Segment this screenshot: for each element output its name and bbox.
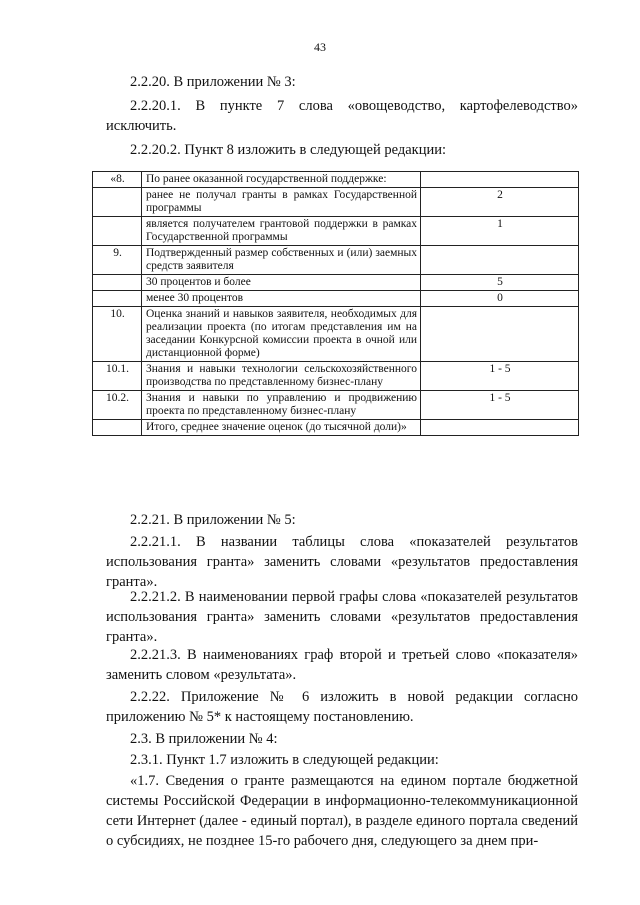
criterion-cell: Знания и навыки по управлению и продвижению проекта по представленному бизнес-плану <box>142 391 421 420</box>
criteria-table <box>92 171 579 436</box>
row-number-cell: 10.1. <box>93 362 142 391</box>
paragraph-2-2-20-2: 2.2.20.2. Пункт 8 изложить в следующей редакции: <box>130 142 447 158</box>
row-number-cell: 10.2. <box>93 391 142 420</box>
table-row <box>93 275 579 291</box>
score-cell: 2 <box>421 188 579 217</box>
criterion-cell: Знания и навыки технологии сельскохозяйственного производства по представленному бизнес-плану <box>142 362 421 391</box>
criterion-cell: Оценка знаний и навыков заявителя, необходимых для реализации проекта (по итогам представления им на заседании Конкурсной комиссии проекта в очной или дистанционной форме) <box>142 307 421 362</box>
table-row <box>93 188 579 217</box>
criterion-cell: Подтвержденный размер собственных и (или) заемных средств заявителя <box>142 246 421 275</box>
paragraph-2-2-22: 2.2.22. Приложение № 6 изложить в новой редакции согласно приложению № 5* к настоящему постановлению. <box>106 689 578 725</box>
score-cell: 0 <box>421 291 579 307</box>
paragraph-2-2-21-2: 2.2.21.2. В наименовании первой графы слова «показателей результатов использования гранта» заменить словами «результатов предоставления гранта». <box>106 589 578 645</box>
page-number: 43 <box>314 40 326 54</box>
score-cell: 1 - 5 <box>421 391 579 420</box>
criterion-cell: менее 30 процентов <box>142 291 421 307</box>
paragraph-2-2-20-1: 2.2.20.1. В пункте 7 слова «овощеводство, картофелеводство» исключить. <box>106 98 578 134</box>
table-row <box>93 172 579 188</box>
paragraph-2-3-1: 2.3.1. Пункт 1.7 изложить в следующей редакции: <box>130 752 439 768</box>
paragraph-2-2-21-1: 2.2.21.1. В названии таблицы слова «показателей результатов использования гранта» заменить словами «результатов предоставления гранта». <box>106 534 578 590</box>
row-number-cell <box>93 291 142 307</box>
row-number-cell: 9. <box>93 246 142 275</box>
table-row <box>93 291 579 307</box>
row-number-cell <box>93 275 142 291</box>
paragraph-2-2-21: 2.2.21. В приложении № 5: <box>130 512 296 528</box>
score-cell <box>421 420 579 436</box>
paragraph-2-3: 2.3. В приложении № 4: <box>130 731 278 747</box>
table-row <box>93 217 579 246</box>
row-number-cell <box>93 420 142 436</box>
paragraph-2-2-20: 2.2.20. В приложении № 3: <box>130 74 296 90</box>
score-cell <box>421 246 579 275</box>
row-number-cell <box>93 217 142 246</box>
paragraph-2-2-21-3: 2.2.21.3. В наименованиях граф второй и третьей слово «показателя» заменить словом «результата». <box>106 647 578 683</box>
table-row <box>93 391 579 420</box>
score-cell <box>421 307 579 362</box>
row-number-cell <box>93 188 142 217</box>
score-cell: 5 <box>421 275 579 291</box>
paragraph-1-7: «1.7. Сведения о гранте размещаются на едином портале бюджетной системы Российской Федерации в информационно-телекоммуникационной сети Интернет (далее - единый портал), в разделе единого портала сведений о субсидиях, не позднее 15-го рабочего дня, следующего за днем при- <box>106 773 578 849</box>
row-number-cell: 10. <box>93 307 142 362</box>
table-row <box>93 420 579 436</box>
score-cell: 1 - 5 <box>421 362 579 391</box>
table-row <box>93 362 579 391</box>
criterion-cell: является получателем грантовой поддержки в рамках Государственной программы <box>142 217 421 246</box>
criterion-cell: ранее не получал гранты в рамках Государственной программы <box>142 188 421 217</box>
criterion-cell: По ранее оказанной государственной поддержке: <box>142 172 421 188</box>
criterion-cell: 30 процентов и более <box>142 275 421 291</box>
row-number-cell: «8. <box>93 172 142 188</box>
score-cell: 1 <box>421 217 579 246</box>
criteria-table-body <box>93 172 579 436</box>
criterion-cell: Итого, среднее значение оценок (до тысячной доли)» <box>142 420 421 436</box>
table-row <box>93 246 579 275</box>
table-row <box>93 307 579 362</box>
score-cell <box>421 172 579 188</box>
